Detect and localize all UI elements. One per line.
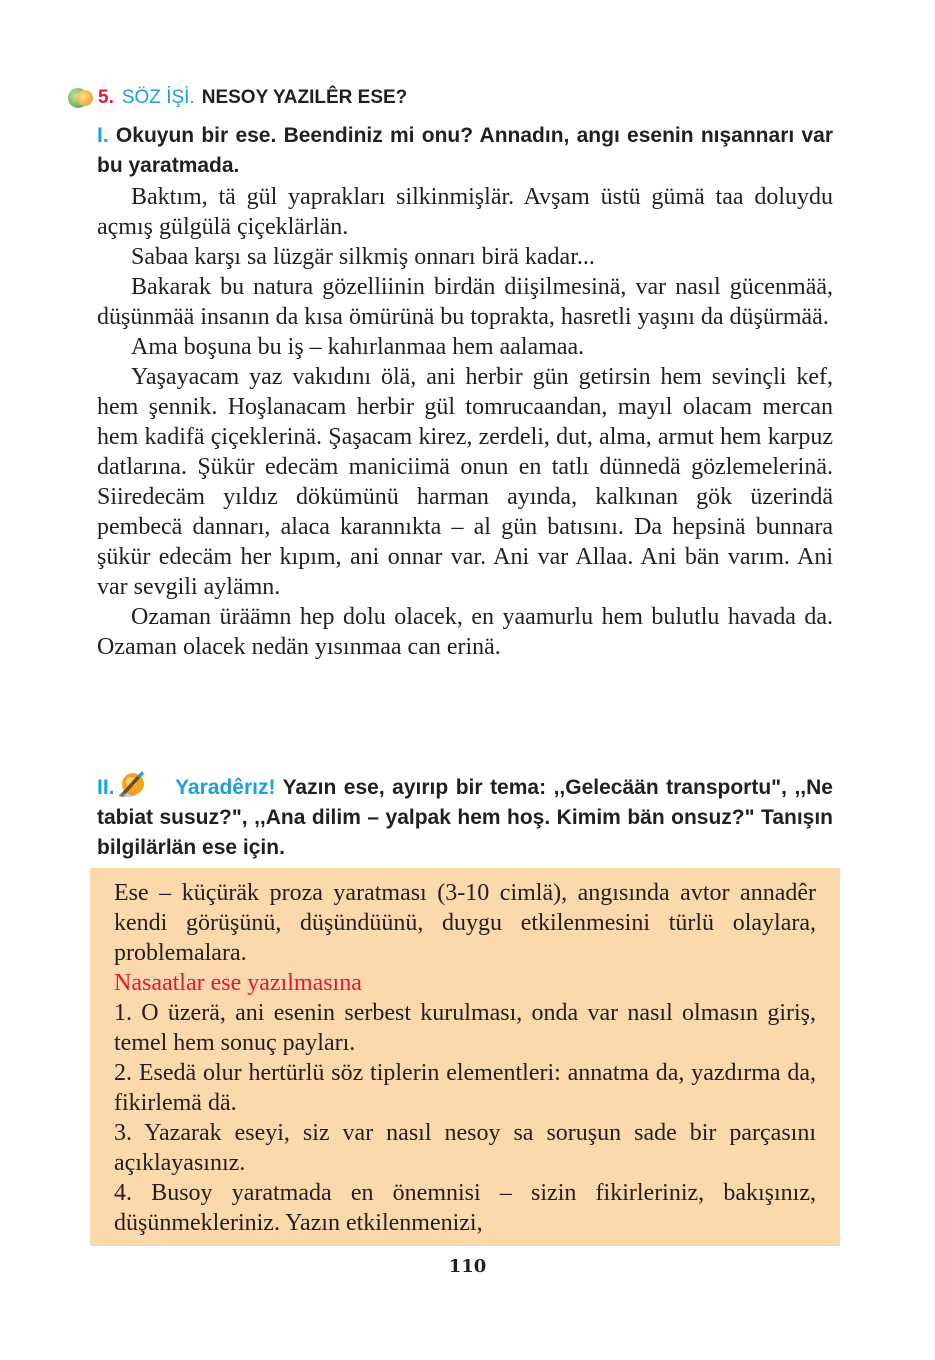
page-number: 110	[448, 1256, 487, 1277]
essay-paragraph: Bakarak bu natura gözelliinin birdän diişilmesinä, var nasıl gücenmää, düşünmää insanın da kısa ömürünä bu toprakta, hasretli yaşını da düşürmää.	[97, 274, 833, 330]
info-item: 4. Busoy yaratmada en önemnisi – sizin fikirleriniz, bakışınız, düşünmekleriniz. Yazın etkilenmenizi,	[114, 1180, 816, 1236]
info-item: 1. O üzerä, ani esenin serbest kurulması, onda var nasıl olmasın giriş, temel hem sonuç payları.	[114, 1000, 816, 1056]
info-box	[90, 868, 840, 1246]
section-title: NESOY YAZILÊR ESE?	[201, 87, 408, 108]
section-heading	[68, 84, 407, 112]
info-subtitle: Nasaatlar ese yazılmasına	[114, 970, 362, 996]
essay-paragraph: Ozaman üräämn hep dolu olacek, en yaamurlu hem bulutlu havada da. Ozaman olacek nedän yısınmaa can erinä.	[97, 604, 833, 660]
creative-writing-icon	[115, 770, 149, 796]
essay-paragraph: Yaşayacam yaz vakıdını ölä, ani herbir gün getirsin hem sevinçli kef, hem şennik. Hoşlanacam herbir gül tomrucaandan, mayıl olacam mercan hem kadifä çiçeklerinä. Şaşacam kirez, zerdeli, dut, alma, armut hem karpuz datlarına. Şükür edecäm maniciimä onun en tatlı dünnedä gözlemelerinä. Siiredecäm yıldız dökümünü harman ayında, kalkınan gök üzerindä pembecä dannarı, alaca karannıkta – al gün batısını. Da hepsinä bunnara şükür edecäm her kıpım, ani onnar var. Ani var Allaa. Ani bän varım. Ani var sevgili aylämn.	[97, 364, 833, 600]
section-label: SÖZ İŞİ.	[121, 87, 195, 108]
essay-paragraph: Ama boşuna bu iş – kahırlanmaa hem aalamaa.	[131, 334, 585, 360]
task-one-label: I.	[97, 124, 109, 147]
info-item: 2. Esedä olur hertürlü söz tiplerin elementleri: annatma da, yazdırma da, fikirlemä dä.	[114, 1060, 816, 1116]
task-two-label: II.	[97, 776, 115, 799]
info-item: 3. Yazarak eseyi, siz var nasıl nesoy sa soruşun sade bir parçasını açıklayasınız.	[114, 1120, 816, 1176]
info-definition: Ese – küçüräk proza yaratması (3-10 cimlä), angısında avtor annadêr kendi görüşünü, düşündüünü, duygu etkilenmesini türlü olaylara, problemalara.	[114, 880, 816, 966]
section-bullet-icon	[68, 88, 94, 108]
essay-text	[97, 182, 833, 662]
task-two-text: Yazın ese, ayırıp bir tema: ,,Gelecään transportu", ,,Ne tabiat susuz?", ,,Ana dilim – yalpak hem hoş. Kimim bän onsuz?" Tanışın bilgilärlän ese için.	[97, 776, 833, 859]
creative-label: Yaradêrız!	[175, 776, 276, 799]
task-one-text: Okuyun bir ese. Beendiniz mi onu? Annadın, angı esenin nışannarı var bu yaratmada.	[97, 124, 833, 177]
task-one	[97, 121, 833, 181]
task-two	[97, 770, 833, 863]
section-number: 5.	[98, 87, 114, 108]
essay-paragraph: Sabaa karşı sa lüzgär silkmiş onnarı birä kadar...	[131, 244, 595, 270]
essay-paragraph: Baktım, tä gül yaprakları silkinmişlär. Avşam üstü gümä taa doluydu açmış gülgülä çiçeklärlän.	[97, 184, 833, 240]
